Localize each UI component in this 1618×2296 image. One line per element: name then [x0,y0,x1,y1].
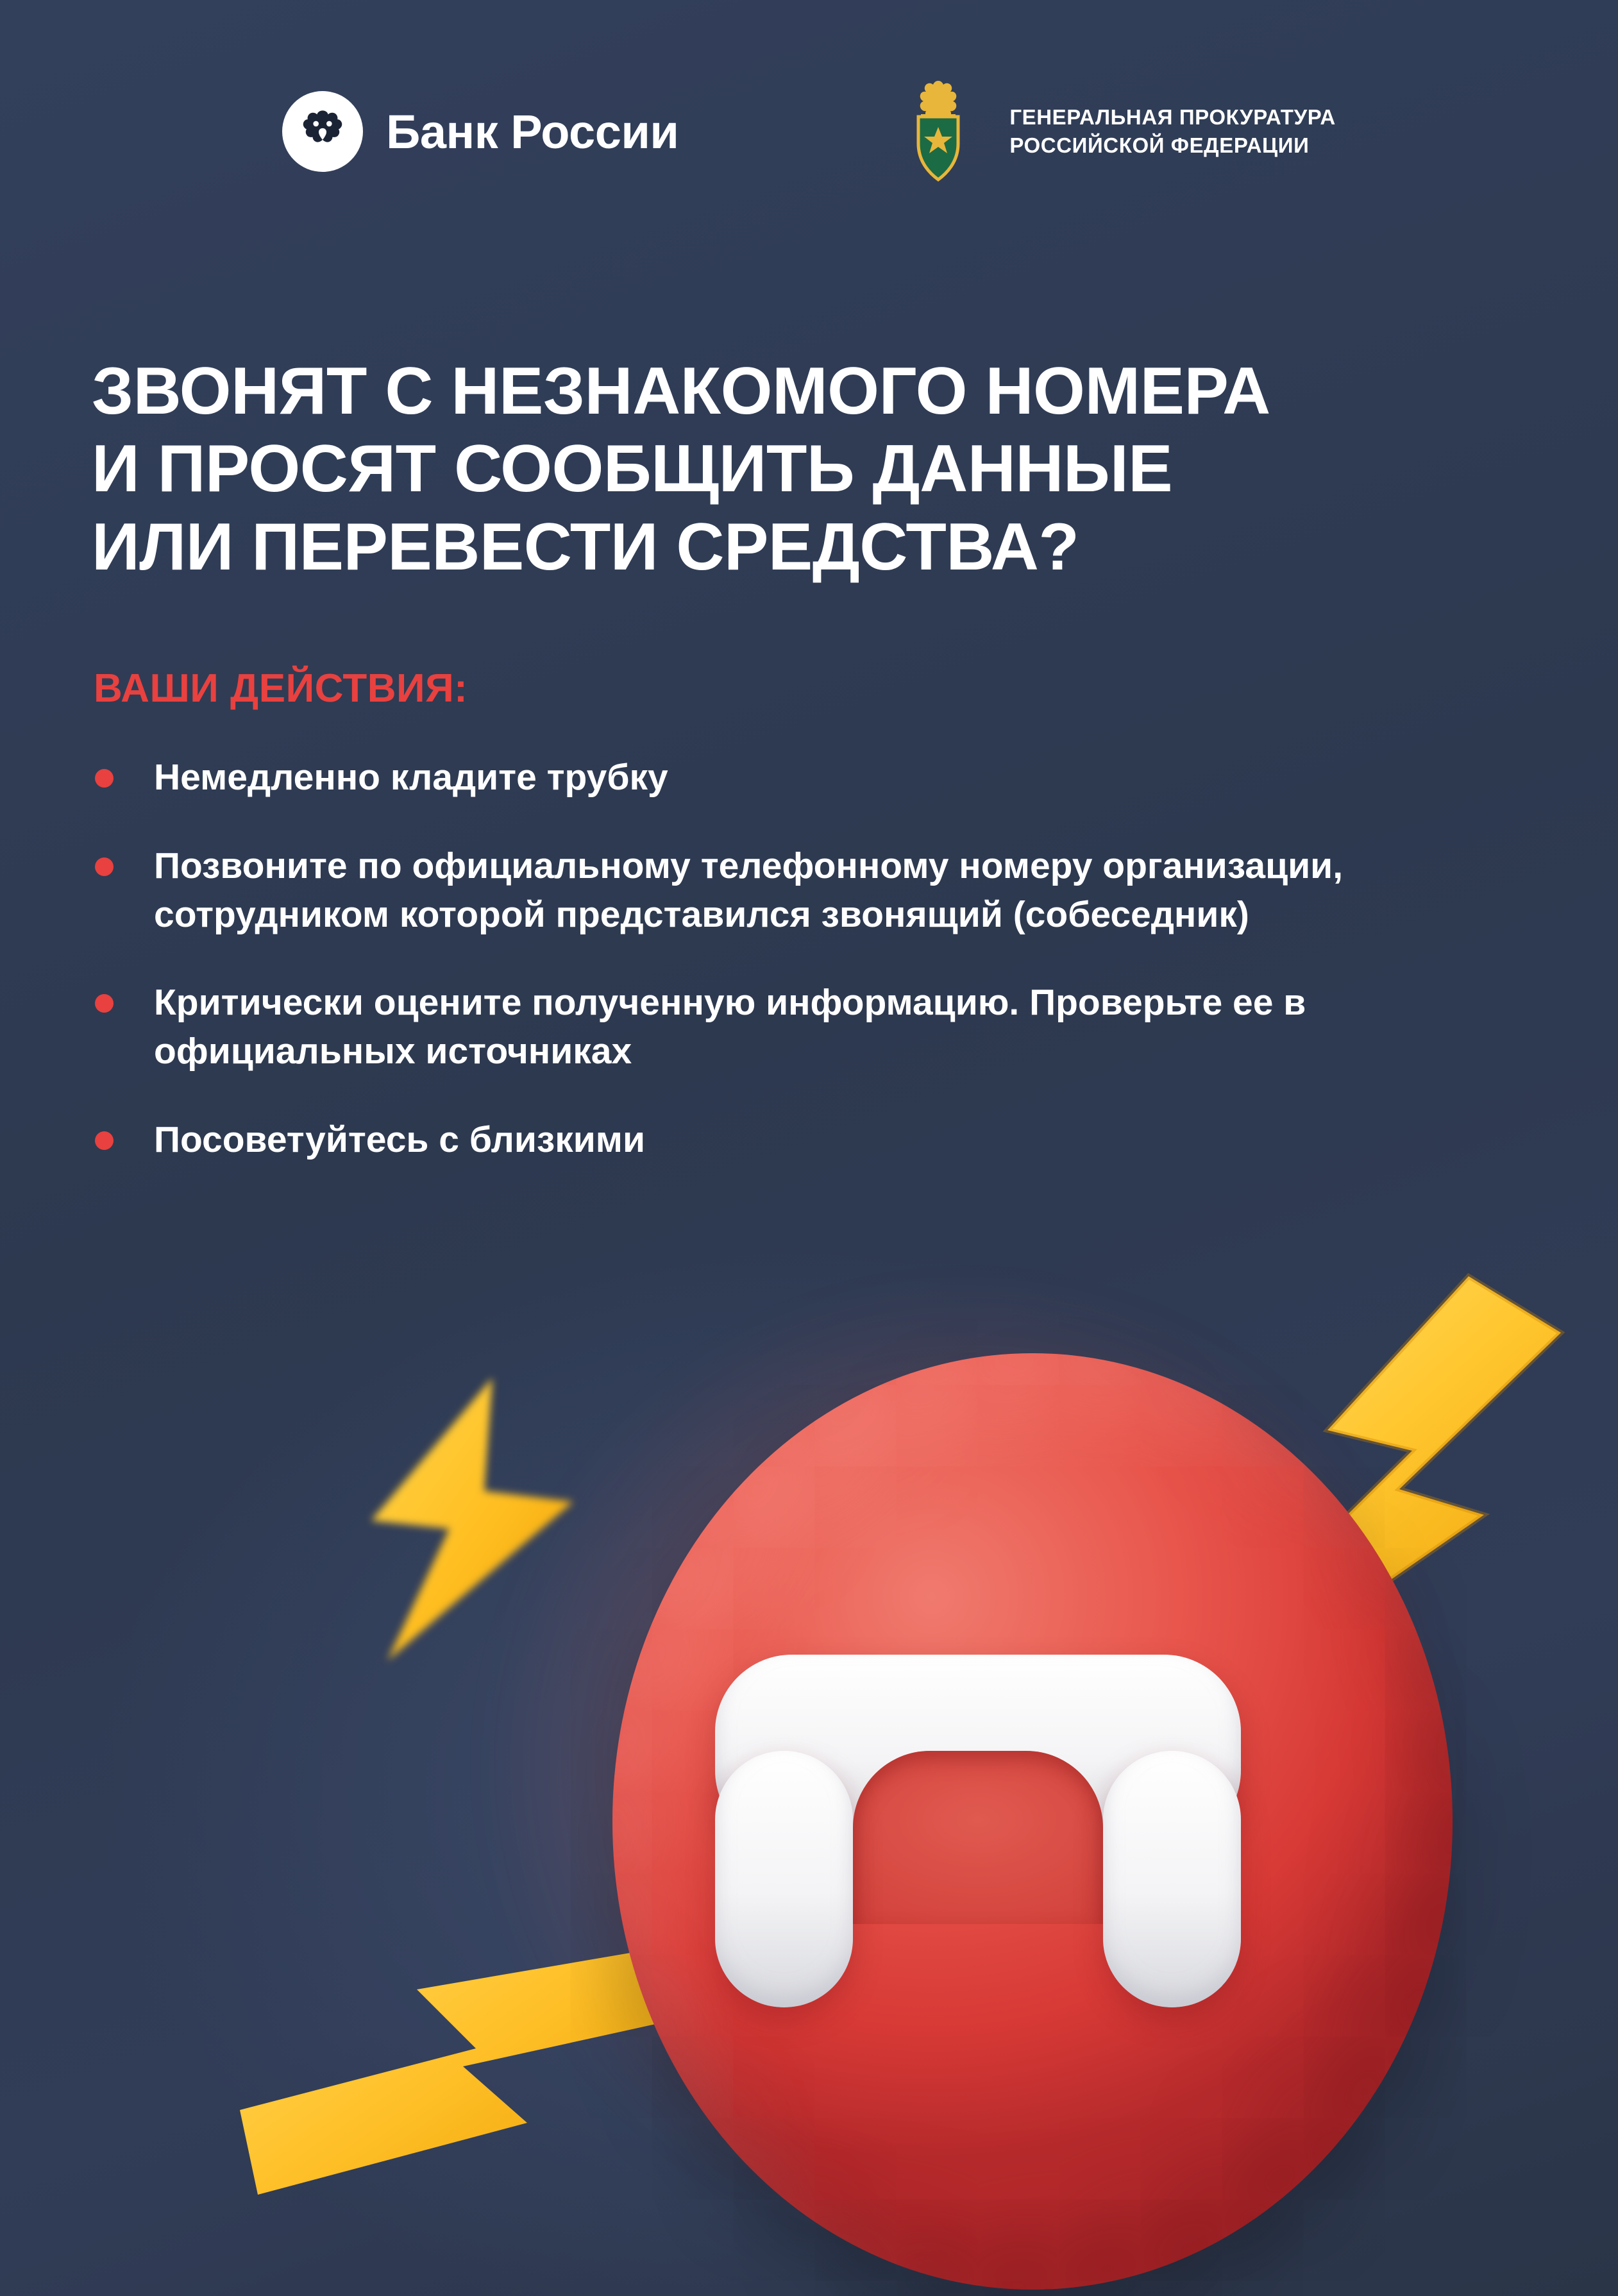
list-item [83,842,1481,940]
prosecutor-general-label [1009,103,1336,159]
headline-line-3: ИЛИ ПЕРЕВЕСТИ СРЕДСТВА? [92,510,1079,585]
prosecutor-label-line2: РОССИЙСКОЙ ФЕДЕРАЦИИ [1009,133,1310,157]
list-item-text: Немедленно кладите трубку [154,757,668,798]
phone-handset-icon [715,1655,1241,2014]
logo-row [0,77,1618,186]
actions-list [83,754,1481,1204]
list-item-text: Позвоните по официальному телефонному номеру организации, сотрудником которой представился звонящий (собеседник) [154,845,1344,935]
page-title [92,353,1547,587]
bank-of-russia-logo [282,91,678,172]
bullet-dot-icon [95,857,114,876]
prosecutor-label-line1: ГЕНЕРАЛЬНАЯ ПРОКУРАТУРА [1009,105,1336,130]
illustration [0,1206,1618,2296]
bullet-dot-icon [95,769,114,788]
bullet-dot-icon [95,1131,114,1150]
lightning-bolt-icon [224,1930,699,2213]
prosecutor-general-logo [890,77,1336,186]
headline-line-1: ЗВОНЯТ С НЕЗНАКОМОГО НОМЕРА [92,353,1270,428]
cbr-eagle-icon [282,91,363,172]
headline-line-2: И ПРОСЯТ СООБЩИТЬ ДАННЫЕ [92,432,1173,507]
list-item-text: Критически оцените полученную информацию. Проверьте ее в официальных источниках [154,982,1306,1072]
lightning-bolt-icon [333,1372,603,1648]
bank-of-russia-label: Банк России [386,105,679,158]
prosecutor-emblem-icon [890,77,986,186]
bullet-dot-icon [95,994,114,1013]
list-item [83,1116,1481,1165]
list-item [83,754,1481,802]
list-item [83,979,1481,1076]
list-item-text: Посоветуйтесь с близкими [154,1118,645,1160]
actions-title: ВАШИ ДЕЙСТВИЯ: [94,666,468,711]
